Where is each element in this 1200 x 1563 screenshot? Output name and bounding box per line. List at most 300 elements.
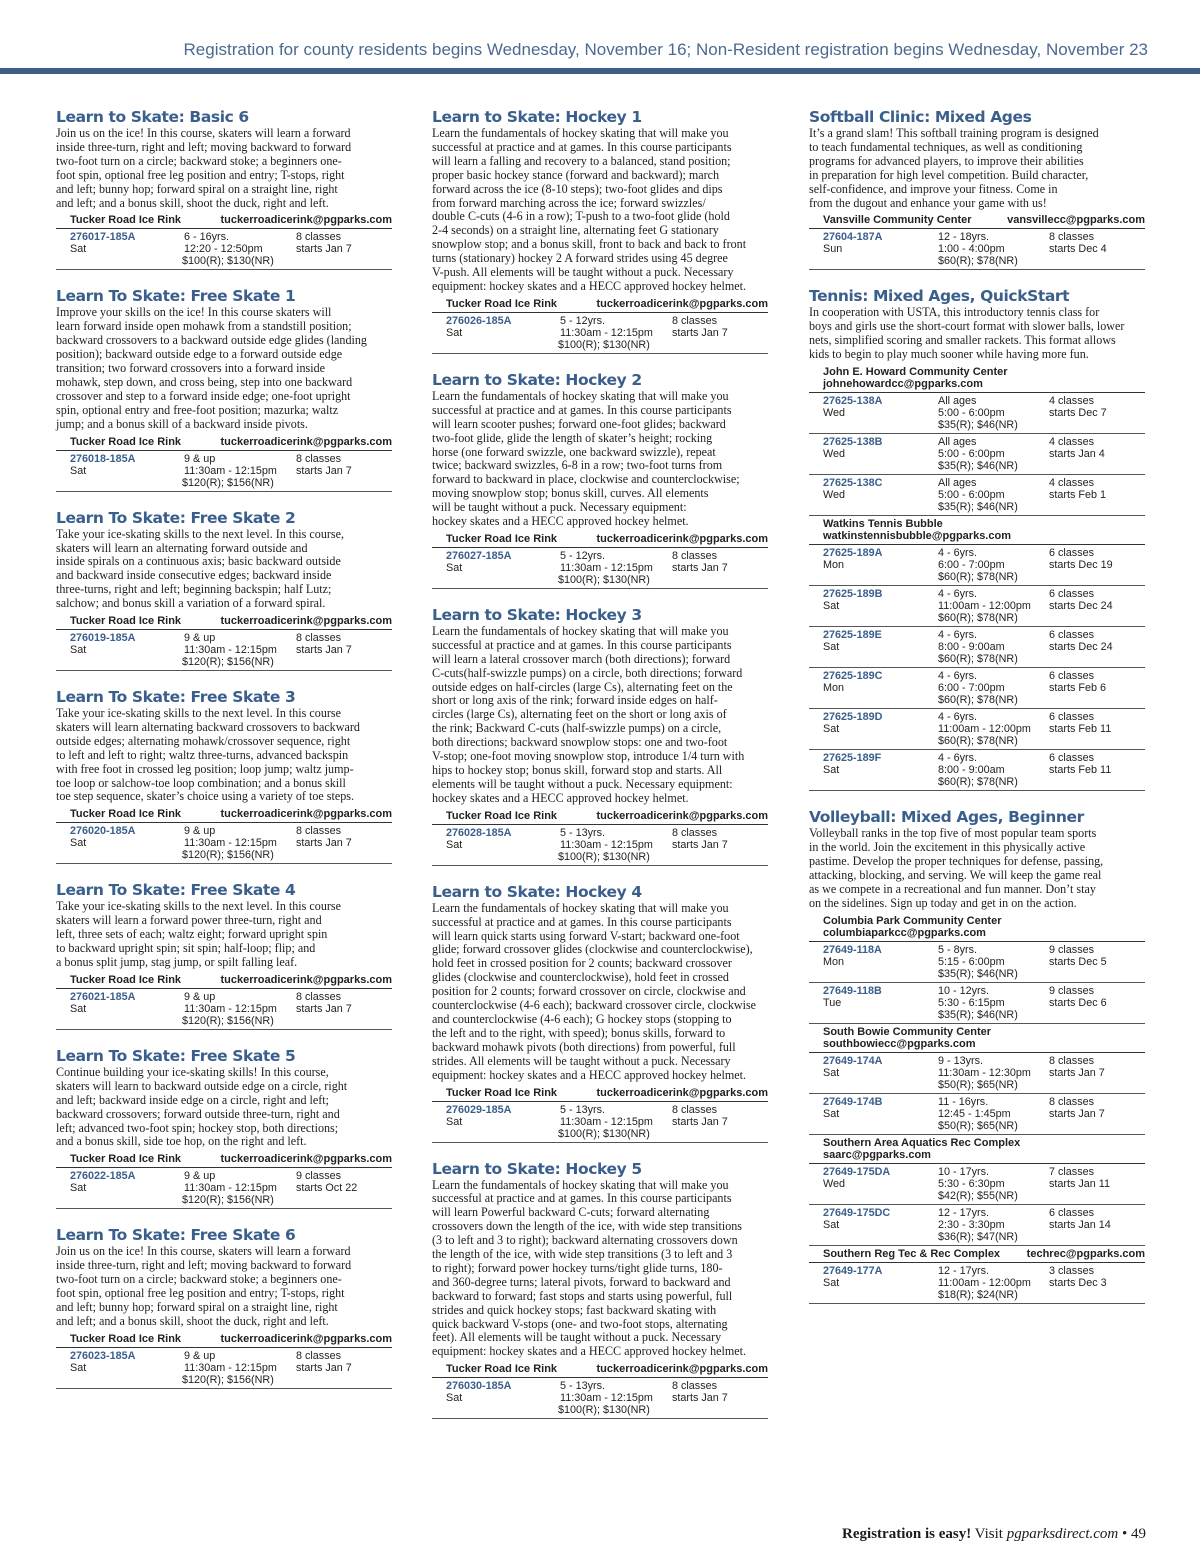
age-range: 9 & up <box>184 632 216 645</box>
venue-name: Tucker Road Ice Rink <box>70 1332 182 1345</box>
header-rule <box>0 68 1200 74</box>
venue-name: Tucker Road Ice Rink <box>446 532 558 545</box>
page-footer <box>842 1526 1146 1543</box>
course-code[interactable]: 27625-189D <box>823 711 883 724</box>
start-date: starts Jan 7 <box>672 1392 728 1405</box>
class-fee: $36(R); $47(NR) <box>938 1230 1018 1243</box>
course-title: Learn to Skate: Basic 6 <box>56 108 249 126</box>
class-time: 11:30am - 12:15pm <box>184 1361 277 1374</box>
footer-visit: Visit <box>971 1526 1007 1542</box>
class-section-row <box>809 942 1145 983</box>
class-time: 5:15 - 6:00pm <box>938 955 1005 968</box>
class-time: 11:30am - 12:15pm <box>184 837 277 850</box>
course-title: Softball Clinic: Mixed Ages <box>809 108 1032 126</box>
course-code[interactable]: 276028-185A <box>446 826 512 839</box>
venue-email[interactable]: tuckerroadicerink@pgparks.com <box>220 973 392 986</box>
class-count: 3 classes <box>1049 1264 1095 1277</box>
class-day: Sat <box>446 1392 463 1405</box>
course-code[interactable]: 27649-175DA <box>823 1165 891 1178</box>
class-time: 11:00am - 12:00pm <box>938 1276 1031 1289</box>
class-time: 11:30am - 12:15pm <box>560 1115 653 1128</box>
class-day: Sat <box>446 326 463 339</box>
class-count: 9 classes <box>1049 943 1095 956</box>
class-count: 9 classes <box>1049 984 1095 997</box>
venue-header <box>56 434 392 451</box>
course-code[interactable]: 276030-185A <box>446 1380 512 1393</box>
venue-name: Tucker Road Ice Rink <box>446 1086 558 1099</box>
class-section-row <box>809 627 1145 668</box>
course-code[interactable]: 27625-189C <box>823 670 883 683</box>
column-2 <box>432 108 768 1436</box>
venue-name: South Bowie Community Center <box>823 1025 992 1038</box>
class-count: 4 classes <box>1049 477 1095 490</box>
venue-header <box>56 613 392 630</box>
age-range: 5 - 12yrs. <box>560 314 606 327</box>
course-code[interactable]: 27625-138B <box>823 436 883 449</box>
class-day: Sat <box>823 1218 840 1231</box>
start-date: starts Jan 7 <box>672 1115 728 1128</box>
class-day: Sat <box>446 838 463 851</box>
venue-header <box>809 212 1145 229</box>
age-range: 9 & up <box>184 825 216 838</box>
age-range: 4 - 6yrs. <box>938 547 977 560</box>
class-day: Sat <box>70 837 87 850</box>
class-section-row <box>432 825 768 866</box>
venue-header <box>432 296 768 313</box>
class-section-row <box>432 313 768 354</box>
class-day: Sat <box>823 1107 840 1120</box>
venue-email[interactable]: watkinstennisbubble@pgparks.com <box>823 530 1011 543</box>
class-fee: $60(R); $78(NR) <box>938 255 1018 268</box>
age-range: 9 & up <box>184 990 216 1003</box>
class-day: Sat <box>823 1276 840 1289</box>
course-code[interactable]: 27625-189B <box>823 588 883 601</box>
venue-email[interactable]: tuckerroadicerink@pgparks.com <box>220 1332 392 1345</box>
class-count: 8 classes <box>296 990 342 1003</box>
class-count: 8 classes <box>296 452 342 465</box>
class-fee: $42(R); $55(NR) <box>938 1189 1018 1202</box>
course-description: Learn the fundamentals of hockey skating that will make you successful at practice and at games. In this course participants will learn quick starts using forward V-start; backward one-foot glide; forward crossover glides (clockwise and counterclockwise), hold feet in crossed position for 2 counts; backward crossover glides (clockwise and counterclockwise), hold feet in crossed position for 2 counts; forward crossover on circle, clockwise and counterclockwise (4-6 each); backward crossover circle, clockwise and counterclockwise (4-6 each); G hockey stops (stopping to the left and to the right, with speed); bonus skills, forward to backward mohawk pivots (both directions) from powerful, full strides. All elements will be taught without a puck. Necessary equipment: hockey skates and a HECC approved hockey helmet. <box>432 900 757 1082</box>
class-fee: $120(R); $156(NR) <box>182 1014 274 1027</box>
start-date: starts Dec 24 <box>1049 641 1113 654</box>
course-title: Learn to Skate: Hockey 4 <box>432 882 642 901</box>
class-fee: $60(R); $78(NR) <box>938 735 1018 748</box>
class-section-row <box>809 1164 1145 1205</box>
course-title: Learn to Skate: Hockey 1 <box>432 108 642 126</box>
course-code[interactable]: 27649-177A <box>823 1264 883 1277</box>
venue-header <box>809 1246 1145 1263</box>
course-code[interactable]: 276017-185A <box>70 231 136 244</box>
class-section-row <box>809 983 1145 1024</box>
class-day: Sat <box>70 243 87 256</box>
course-code[interactable]: 27625-189F <box>823 752 882 765</box>
venue-name: Tucker Road Ice Rink <box>70 435 182 448</box>
class-section-row <box>56 451 392 492</box>
age-range: 9 - 13yrs. <box>938 1054 984 1067</box>
venue-email[interactable]: tuckerroadicerink@pgparks.com <box>596 532 768 545</box>
venue-email[interactable]: tuckerroadicerink@pgparks.com <box>596 1363 768 1376</box>
start-date: starts Dec 24 <box>1049 600 1113 613</box>
course-block <box>809 808 1145 1303</box>
class-time: 12:45 - 1:45pm <box>938 1107 1011 1120</box>
course-block <box>56 287 392 491</box>
start-date: starts Dec 5 <box>1049 955 1107 968</box>
registration-banner: Registration for county residents begins Wednesday, November 16; Non-Resident registration begins Wednesday, November 23 <box>183 40 1148 59</box>
class-fee: $120(R); $156(NR) <box>182 656 274 669</box>
course-code[interactable]: 27625-138A <box>823 395 883 408</box>
age-range: All ages <box>938 436 977 449</box>
class-time: 6:00 - 7:00pm <box>938 682 1005 695</box>
course-code[interactable]: 276018-185A <box>70 452 136 465</box>
class-count: 8 classes <box>296 632 342 645</box>
age-range: 12 - 18yrs. <box>938 231 990 244</box>
class-count: 6 classes <box>1049 588 1095 601</box>
class-count: 4 classes <box>1049 395 1095 408</box>
course-code[interactable]: 276023-185A <box>70 1349 136 1362</box>
venue-header <box>432 531 768 548</box>
course-code[interactable]: 27649-118A <box>823 943 882 956</box>
class-section-row <box>432 1102 768 1143</box>
class-day: Sat <box>70 644 87 657</box>
start-date: starts Dec 6 <box>1049 996 1107 1009</box>
class-fee: $35(R); $46(NR) <box>938 967 1018 980</box>
course-code[interactable]: 27649-174A <box>823 1054 883 1067</box>
class-count: 8 classes <box>672 549 718 562</box>
class-fee: $60(R); $78(NR) <box>938 653 1018 666</box>
venue-email[interactable]: tuckerroadicerink@pgparks.com <box>596 1086 768 1099</box>
venue-header <box>56 212 392 229</box>
start-date: starts Jan 7 <box>296 464 352 477</box>
venue-name: Tucker Road Ice Rink <box>70 973 182 986</box>
class-day: Sat <box>70 1361 87 1374</box>
venue-header <box>809 364 1145 393</box>
class-count: 6 classes <box>1049 670 1095 683</box>
age-range: All ages <box>938 477 977 490</box>
course-description: Join us on the ice! In this course, skaters will learn a forward inside three-turn, right and left; moving backward to forward two-foot turn on a circle; backward stoke; a beginners one- foot spin, optional free leg position and entry; T-stops, right and left; bunny hop; forward spiral on a straight line, right and left; and a bonus skill, shoot the duck, right and left. <box>56 126 352 210</box>
start-date: starts Oct 22 <box>296 1182 358 1195</box>
footer-url[interactable]: pgparksdirect.com <box>1006 1526 1119 1542</box>
course-block <box>432 1160 768 1420</box>
class-day: Wed <box>823 1177 846 1190</box>
course-code[interactable]: 276019-185A <box>70 632 136 645</box>
venue-name: Tucker Road Ice Rink <box>70 615 182 628</box>
venue-email[interactable]: tuckerroadicerink@pgparks.com <box>220 1153 392 1166</box>
course-code[interactable]: 276029-185A <box>446 1103 512 1116</box>
class-count: 8 classes <box>296 1349 342 1362</box>
class-time: 5:00 - 6:00pm <box>938 448 1005 461</box>
class-section-row <box>56 989 392 1030</box>
start-date: starts Feb 1 <box>1049 489 1107 502</box>
age-range: 9 & up <box>184 1170 216 1183</box>
venue-header <box>56 1331 392 1348</box>
course-title: Learn To Skate: Free Skate 3 <box>56 688 296 707</box>
course-title: Learn To Skate: Free Skate 5 <box>56 1046 296 1065</box>
venue-email[interactable]: southbowiecc@pgparks.com <box>823 1037 976 1050</box>
class-day: Sat <box>823 764 840 777</box>
age-range: 4 - 6yrs. <box>938 629 977 642</box>
class-time: 11:30am - 12:15pm <box>560 561 653 574</box>
course-title: Learn to Skate: Hockey 5 <box>432 1159 642 1178</box>
class-time: 11:30am - 12:15pm <box>184 1002 277 1015</box>
class-fee: $100(R); $130(NR) <box>558 573 650 586</box>
course-code[interactable]: 276021-185A <box>70 990 136 1003</box>
class-fee: $35(R); $46(NR) <box>938 460 1018 473</box>
class-section-row <box>56 229 392 270</box>
class-day: Tue <box>823 996 842 1009</box>
class-fee: $60(R); $78(NR) <box>938 571 1018 584</box>
venue-header <box>809 516 1145 545</box>
class-time: 2:30 - 3:30pm <box>938 1218 1005 1231</box>
header-bar <box>0 0 1200 80</box>
class-day: Mon <box>823 955 845 968</box>
start-date: starts Dec 19 <box>1049 559 1113 572</box>
class-fee: $50(R); $65(NR) <box>938 1078 1018 1091</box>
page-number: 49 <box>1131 1526 1146 1542</box>
class-time: 11:30am - 12:15pm <box>184 464 277 477</box>
class-section-row <box>56 823 392 864</box>
class-count: 9 classes <box>296 1170 342 1183</box>
venue-name: Watkins Tennis Bubble <box>823 518 943 531</box>
course-title: Tennis: Mixed Ages, QuickStart <box>809 287 1070 306</box>
class-count: 8 classes <box>296 825 342 838</box>
start-date: starts Jan 4 <box>1049 448 1105 461</box>
venue-name: Tucker Road Ice Rink <box>70 214 182 227</box>
class-fee: $50(R); $65(NR) <box>938 1119 1018 1132</box>
course-description: Take your ice-skating skills to the next level. In this course, skaters will learn an alternating forward outside and inside spirals on a continuous axis; basic backward outside and backward inside consecutive edges; backward inside three-turns, right and left; beginning backspin; half Lutz; salchow; and bonus skill a variation of a forward spiral. <box>56 526 344 611</box>
class-fee: $35(R); $46(NR) <box>938 501 1018 514</box>
course-block <box>56 881 392 1030</box>
class-section-row <box>809 434 1145 475</box>
age-range: 10 - 12yrs. <box>938 984 990 997</box>
course-code[interactable]: 276027-185A <box>446 549 512 562</box>
venue-name: Southern Area Aquatics Rec Complex <box>823 1136 1021 1149</box>
course-block <box>432 606 768 866</box>
course-title: Learn to Skate: Hockey 2 <box>432 370 642 389</box>
class-section-row <box>809 1205 1145 1246</box>
start-date: starts Feb 6 <box>1049 682 1107 695</box>
course-block <box>56 688 392 864</box>
venue-header <box>809 1024 1145 1053</box>
venue-email[interactable]: vansvillecc@pgparks.com <box>1007 214 1145 227</box>
course-title: Volleyball: Mixed Ages, Beginner <box>809 808 1084 827</box>
class-day: Sat <box>823 641 840 654</box>
start-date: starts Jan 11 <box>1049 1177 1111 1190</box>
course-code[interactable]: 276020-185A <box>70 825 136 838</box>
course-block <box>56 1047 392 1209</box>
course-description: Improve your skills on the ice! In this course skaters will learn forward inside open mohawk from a standstill position; backward crossovers to a backward outside edge glides (landing position); backward outside edge to a forward outside edge transition; two forward crossovers into a forward inside mohawk, step down, and cross being, step into one backward crossover and step to a forward inside edge; one-foot upright spin, optional entry and free-foot position; mazurka; waltz jump; and a bonus skill of a backward inside pivots. <box>56 305 367 431</box>
class-fee: $60(R); $78(NR) <box>938 776 1018 789</box>
venue-name: Tucker Road Ice Rink <box>70 1153 182 1166</box>
venue-email[interactable]: tuckerroadicerink@pgparks.com <box>220 808 392 821</box>
venue-email[interactable]: techrec@pgparks.com <box>1026 1247 1145 1260</box>
course-description: Join us on the ice! In this course, skaters will learn a forward inside three-turn, right and left; moving backward to forward two-foot turn on a circle; backward stoke; a beginners one- foot spin, optional free leg position and entry; T-stops, right and left; bunny hop; forward spiral on a straight line, right and left; and a bonus skill, shoot the duck, right and left. <box>56 1244 352 1328</box>
age-range: 4 - 6yrs. <box>938 711 977 724</box>
venue-name: Tucker Road Ice Rink <box>446 297 558 310</box>
start-date: starts Jan 7 <box>296 1002 352 1015</box>
class-count: 6 classes <box>1049 1206 1095 1219</box>
class-day: Sat <box>446 1115 463 1128</box>
venue-email[interactable]: tuckerroadicerink@pgparks.com <box>596 297 768 310</box>
footer-tagline: Registration is easy! <box>842 1526 972 1542</box>
course-description: Learn the fundamentals of hockey skating that will make you successful at practice and at games. In this course participants will learn a falling and recovery to a balanced, stand position; proper basic hockey stance (forward and backward); march forward across the ice (8-10 steps); two-foot glides and dips from forward marching across the ice; forward swizzles/ double C-cuts (4-6 in a row); T-push to a two-foot glide (hold 2-4 seconds) on a straight line, alternating feet G stationary snowplow stop; and a bonus skill, front to back and back to front turns (stationary) hockey 2 A forward strides using 45 degree V-push. All elements will be taught without a puck. Necessary equipment: hockey skates and a HECC approved hockey helmet. <box>432 126 747 293</box>
course-code[interactable]: 27625-189E <box>823 629 882 642</box>
class-time: 5:00 - 6:00pm <box>938 407 1005 420</box>
class-count: 8 classes <box>1049 1054 1095 1067</box>
class-count: 7 classes <box>1049 1165 1095 1178</box>
class-day: Wed <box>823 489 846 502</box>
course-code[interactable]: 276026-185A <box>446 314 512 327</box>
class-count: 6 classes <box>1049 752 1095 765</box>
venue-email[interactable]: tuckerroadicerink@pgparks.com <box>596 809 768 822</box>
age-range: 9 & up <box>184 1349 216 1362</box>
class-time: 11:00am - 12:00pm <box>938 723 1031 736</box>
venue-name: Tucker Road Ice Rink <box>446 1363 558 1376</box>
class-time: 11:30am - 12:15pm <box>560 838 653 851</box>
class-fee: $120(R); $156(NR) <box>182 476 274 489</box>
column-1 <box>56 108 392 1406</box>
age-range: 5 - 8yrs. <box>938 943 977 956</box>
age-range: 12 - 17yrs. <box>938 1264 990 1277</box>
course-block <box>56 1226 392 1388</box>
class-fee: $100(R); $130(NR) <box>558 1127 650 1140</box>
class-section-row <box>809 1263 1145 1304</box>
class-fee: $100(R); $130(NR) <box>558 850 650 863</box>
venue-name: Columbia Park Community Center <box>823 914 1002 927</box>
class-count: 8 classes <box>672 1103 718 1116</box>
age-range: 6 - 16yrs. <box>184 231 230 244</box>
class-section-row <box>56 1348 392 1389</box>
class-count: 6 classes <box>1049 547 1095 560</box>
course-block <box>809 108 1145 270</box>
venue-header <box>809 1135 1145 1164</box>
course-block <box>56 108 392 270</box>
venue-email[interactable]: tuckerroadicerink@pgparks.com <box>220 615 392 628</box>
class-section-row <box>809 229 1145 270</box>
start-date: starts Jan 7 <box>296 644 352 657</box>
start-date: starts Jan 7 <box>672 838 728 851</box>
venue-email[interactable]: johnehowardcc@pgparks.com <box>823 378 983 391</box>
class-time: 5:30 - 6:15pm <box>938 996 1005 1009</box>
class-count: 8 classes <box>1049 1095 1095 1108</box>
class-time: 11:00am - 12:00pm <box>938 600 1031 613</box>
class-count: 8 classes <box>1049 231 1095 244</box>
class-fee: $100(R); $130(NR) <box>558 338 650 351</box>
class-day: Mon <box>823 559 845 572</box>
class-fee: $100(R); $130(NR) <box>558 1404 650 1417</box>
class-fee: $35(R); $46(NR) <box>938 1008 1018 1021</box>
class-section-row <box>809 668 1145 709</box>
class-time: 5:00 - 6:00pm <box>938 489 1005 502</box>
course-block <box>809 287 1145 791</box>
venue-name: Tucker Road Ice Rink <box>446 809 558 822</box>
start-date: starts Feb 11 <box>1049 764 1112 777</box>
start-date: starts Dec 3 <box>1049 1276 1107 1289</box>
venue-header <box>56 1151 392 1168</box>
class-section-row <box>56 630 392 671</box>
course-block <box>432 371 768 589</box>
course-title: Learn To Skate: Free Skate 4 <box>56 881 296 900</box>
course-description: In cooperation with USTA, this introductory tennis class for boys and girls use the short-court format with slower balls, lower nets, simplified scoring and smaller rackets. This format allows kids to begin to play much sooner while having more fun. <box>809 305 1125 362</box>
age-range: 9 & up <box>184 452 216 465</box>
class-time: 6:00 - 7:00pm <box>938 559 1005 572</box>
class-section-row <box>432 548 768 589</box>
age-range: 10 - 17yrs. <box>938 1165 990 1178</box>
class-time: 11:30am - 12:30pm <box>938 1066 1031 1079</box>
course-block <box>432 108 768 354</box>
venue-header <box>432 1085 768 1102</box>
class-day: Wed <box>823 407 846 420</box>
course-title: Learn To Skate: Free Skate 2 <box>56 508 296 527</box>
age-range: 4 - 6yrs. <box>938 588 977 601</box>
start-date: starts Jan 7 <box>296 243 352 256</box>
venue-email[interactable]: columbiaparkcc@pgparks.com <box>823 926 986 939</box>
venue-header <box>56 806 392 823</box>
venue-email[interactable]: tuckerroadicerink@pgparks.com <box>220 435 392 448</box>
start-date: starts Jan 14 <box>1049 1218 1111 1231</box>
class-section-row <box>809 1094 1145 1135</box>
course-code[interactable]: 27649-118B <box>823 984 882 997</box>
venue-email[interactable]: saarc@pgparks.com <box>823 1148 931 1161</box>
age-range: All ages <box>938 395 977 408</box>
class-time: 8:00 - 9:00am <box>938 764 1005 777</box>
class-section-row <box>809 475 1145 516</box>
class-day: Sat <box>70 1002 87 1015</box>
venue-email[interactable]: tuckerroadicerink@pgparks.com <box>220 214 392 227</box>
course-block <box>432 883 768 1143</box>
course-code[interactable]: 27625-189A <box>823 547 883 560</box>
age-range: 12 - 17yrs. <box>938 1206 990 1219</box>
course-code[interactable]: 27604-187A <box>823 231 883 244</box>
course-description: Learn the fundamentals of hockey skating that will make you successful at practice and at games. In this course participants will learn Powerful backward C-cuts; forward alternating crossovers down the length of the ice, with wide step transitions (3 to left and 3 to right); backward alternating crossovers down the length of the ice, with wide step transitions (3 to left and 3 to right); forward power hockey turns/tight glide turns, 180- and 360-degree turns; lateral pivots, forward to backward and backward to forward; fast stops and starts using powerful, full strides and quick hockey stops; fast backward skating with quick backward V-stops (one- and two-foot stops, alternating feet). All elements will be taught without a puck. Necessary equipment: hockey skates and a HECC approved hockey helmet. <box>432 1177 747 1359</box>
age-range: 5 - 13yrs. <box>560 1103 606 1116</box>
age-range: 4 - 6yrs. <box>938 670 977 683</box>
course-description: Take your ice-skating skills to the next level. In this course skaters will learn alternating backward crossovers to backward outside edges; alternating mohawk/crossover sequence, right to left and left to right; waltz three-turns, advanced backspin with free foot in crossed leg position; loop jump; waltz jump- toe loop or salchow-toe loop combination; and a bonus skill toe step sequence, skater’s choice using a variety of toe steps. <box>56 706 360 804</box>
course-code[interactable]: 27649-175DC <box>823 1206 891 1219</box>
course-code[interactable]: 27649-174B <box>823 1095 883 1108</box>
course-code[interactable]: 27625-138C <box>823 477 883 490</box>
class-count: 4 classes <box>1049 436 1095 449</box>
course-code[interactable]: 276022-185A <box>70 1170 136 1183</box>
course-description: Volleyball ranks in the top five of most popular team sports in the world. Join the excitement in this physically active pastime. Develop the proper techniques for defense, passing, attacking, blocking, and serving. We will keep the game real as we compete in a recreational and fun manner. Don’t stay on the sidelines. Sign up today and get in on the action. <box>809 826 1104 910</box>
class-fee: $60(R); $78(NR) <box>938 612 1018 625</box>
class-day: Sat <box>823 723 840 736</box>
start-date: starts Jan 7 <box>296 1361 352 1374</box>
course-title: Learn to Skate: Hockey 3 <box>432 605 642 624</box>
class-time: 5:30 - 6:30pm <box>938 1177 1005 1190</box>
class-day: Sat <box>823 1066 840 1079</box>
age-range: 5 - 13yrs. <box>560 826 606 839</box>
course-title: Learn To Skate: Free Skate 6 <box>56 1226 296 1245</box>
start-date: starts Jan 7 <box>296 837 352 850</box>
footer-separator: • <box>1118 1526 1131 1542</box>
class-time: 11:30am - 12:15pm <box>560 326 653 339</box>
class-time: 11:30am - 12:15pm <box>560 1392 653 1405</box>
age-range: 5 - 12yrs. <box>560 549 606 562</box>
class-day: Sat <box>446 561 463 574</box>
age-range: 11 - 16yrs. <box>938 1095 989 1108</box>
class-fee: $120(R); $156(NR) <box>182 1373 274 1386</box>
course-block <box>56 509 392 671</box>
class-day: Mon <box>823 682 845 695</box>
class-time: 8:00 - 9:00am <box>938 641 1005 654</box>
start-date: starts Dec 4 <box>1049 243 1107 256</box>
class-time: 11:30am - 12:15pm <box>184 644 277 657</box>
class-section-row <box>809 750 1145 791</box>
age-range: 4 - 6yrs. <box>938 752 977 765</box>
venue-header <box>56 972 392 989</box>
class-count: 8 classes <box>672 826 718 839</box>
venue-header <box>432 808 768 825</box>
